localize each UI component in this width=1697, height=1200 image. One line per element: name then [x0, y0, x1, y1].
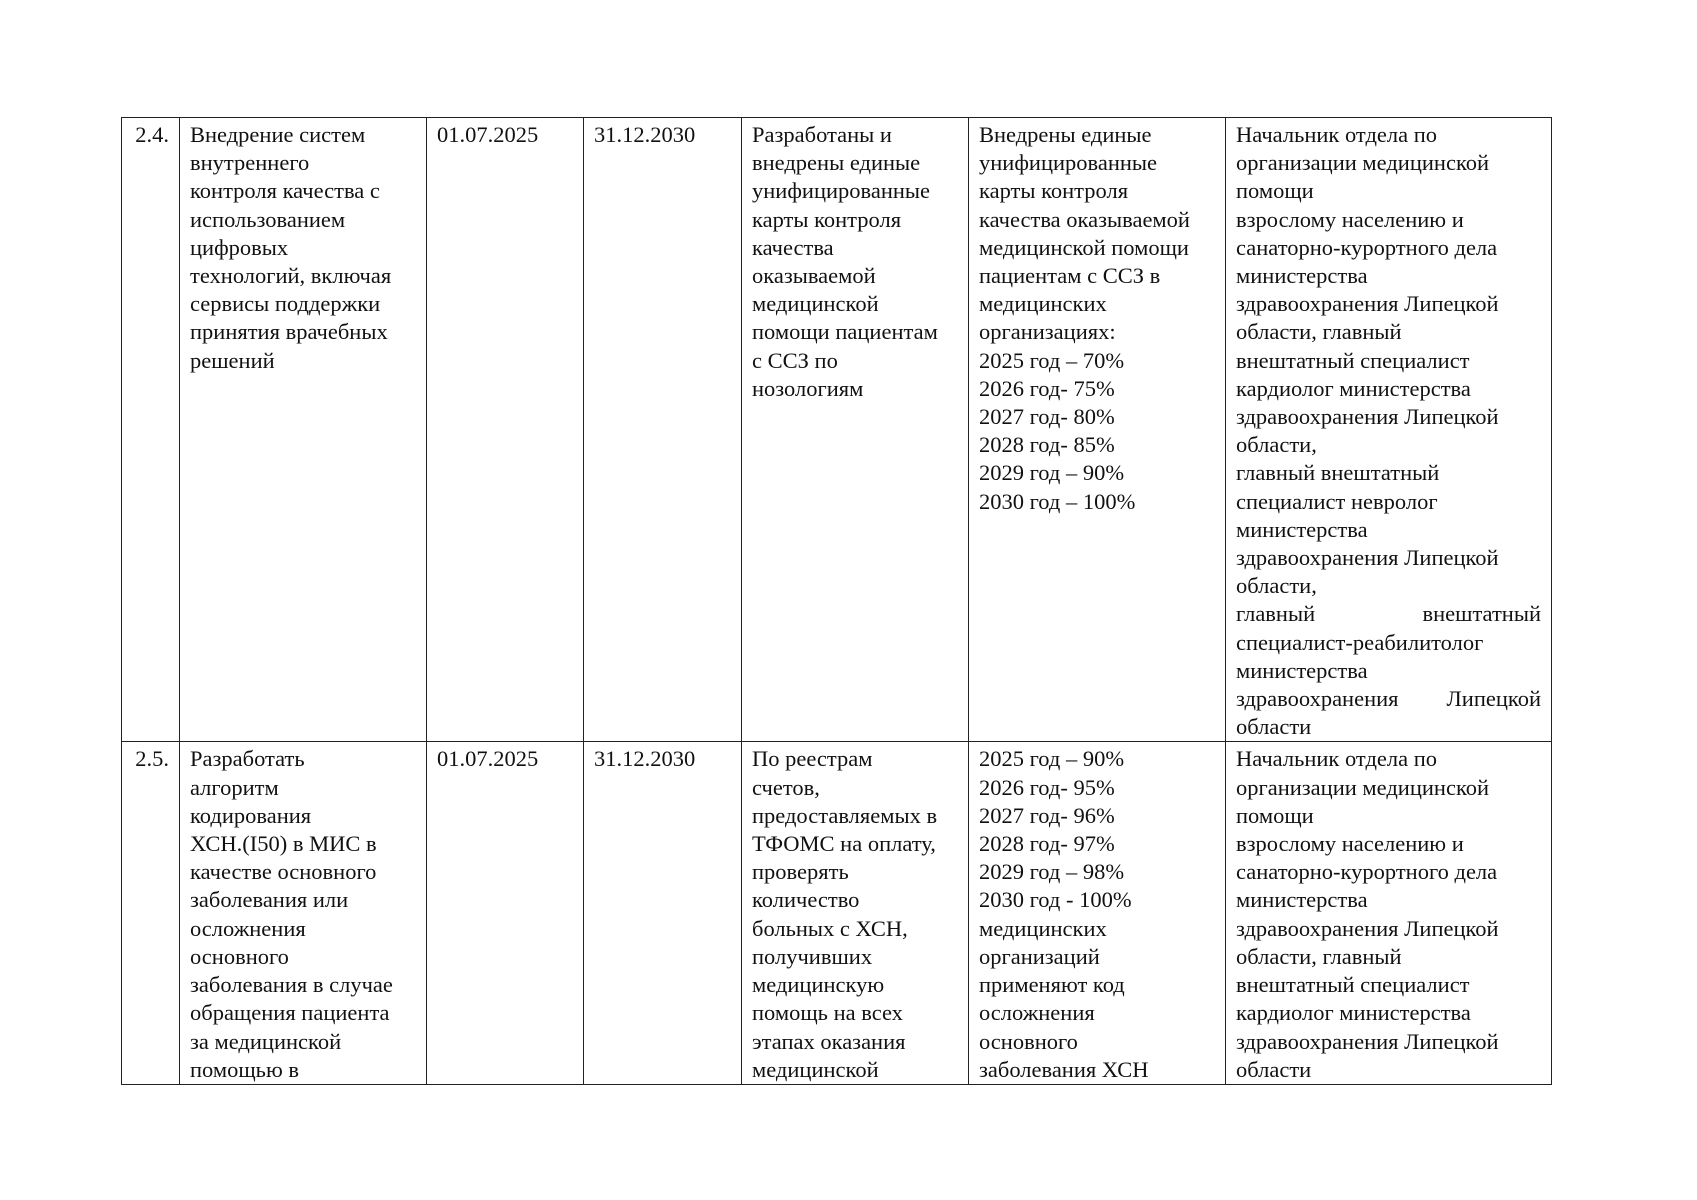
result-cell: По реестрам счетов, предоставляемых в ТФОМС на оплату, проверять количество больных с ХСН, получивших медицинскую помощь на всех этапах оказания медицинской [742, 742, 969, 1084]
responsible-text-justified: здравоохранения Липецкой [1236, 686, 1541, 712]
activity-cell: Внедрение систем внутреннего контроля качества с использованием цифровых технологий, включая сервисы поддержки принятия врачебных решений [180, 118, 427, 742]
row-number: 2.4. [122, 118, 180, 742]
indicator-cell: 2025 год – 90% 2026 год- 95% 2027 год- 96% 2028 год- 97% 2029 год – 98% 2030 год - 100% медицинских организаций применяют код осложнения основного заболевания ХСН [969, 742, 1226, 1084]
activity-cell: Разработать алгоритм кодирования ХСН.(I50) в МИС в качестве основного заболевания или осложнения основного заболевания в случае обращения пациента за медицинской помощью в [180, 742, 427, 1084]
plan-table [121, 117, 1552, 1085]
end-date-cell: 31.12.2030 [584, 118, 742, 742]
table-row [122, 742, 1552, 1084]
responsible-cell [1226, 118, 1552, 742]
end-date-cell: 31.12.2030 [584, 742, 742, 1084]
responsible-text-justified: главный внештатный [1236, 601, 1541, 627]
responsible-text: области [1236, 714, 1312, 740]
start-date-cell: 01.07.2025 [427, 742, 584, 1084]
row-number: 2.5. [122, 742, 180, 1084]
start-date-cell: 01.07.2025 [427, 118, 584, 742]
result-cell: Разработаны и внедрены единые унифицированные карты контроля качества оказываемой медицинской помощи пациентам с ССЗ по нозологиям [742, 118, 969, 742]
responsible-cell: Начальник отдела по организации медицинской помощи взрослому населению и санаторно-курортного дела министерства здравоохранения Липецкой области, главный внештатный специалист кардиолог министерства здравоохранения Липецкой области [1226, 742, 1552, 1084]
responsible-text: специалист-реабилитолог министерства [1236, 629, 1484, 683]
indicator-cell: Внедрены единые унифицированные карты контроля качества оказываемой медицинской помощи пациентам с ССЗ в медицинских организациях: 2025 год – 70% 2026 год- 75% 2027 год- 80% 2028 год- 85% 2029 год – 90% 2030 год – 100% [969, 118, 1226, 742]
table-row [122, 118, 1552, 742]
responsible-text: Начальник отдела по организации медицинской помощи взрослому населению и санаторно-курортного дела министерства здравоохранения Липецкой области, главный внештатный специалист кардиолог министерства здравоохранения Липецкой области, главный внештатный специалист невролог министерства здравоохранения Липецкой области, [1236, 122, 1499, 599]
